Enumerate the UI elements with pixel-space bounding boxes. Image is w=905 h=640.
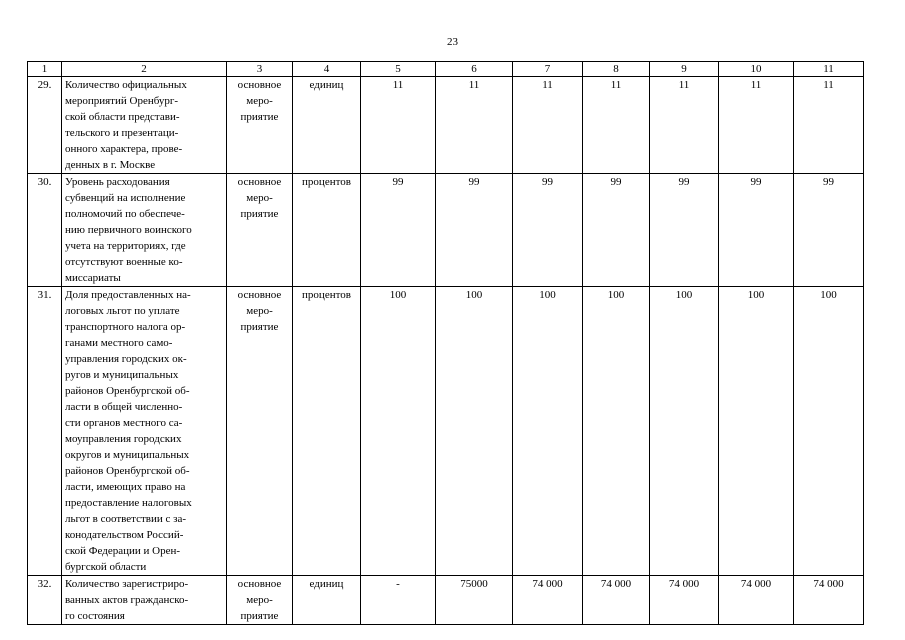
- value-cell: 11: [436, 77, 513, 174]
- indicator-name-line: учета на территориях, где: [65, 240, 186, 252]
- indicator-name-line: мероприятий Оренбург-: [65, 95, 179, 107]
- value-cell: 11: [794, 77, 864, 174]
- indicator-name: [62, 576, 227, 625]
- value-cell: 100: [513, 287, 583, 576]
- column-number-5: 5: [361, 62, 436, 77]
- value-cell: 74 000: [794, 576, 864, 625]
- indicator-name-line: ласти в общей численно-: [65, 401, 183, 413]
- column-number-8: 8: [583, 62, 650, 77]
- column-number-7: 7: [513, 62, 583, 77]
- indicator-type-line: меро-: [246, 594, 273, 606]
- value-cell: 74 000: [719, 576, 794, 625]
- indicator-type-line: меро-: [246, 192, 273, 204]
- indicator-name-line: полномочий по обеспече-: [65, 208, 185, 220]
- value-cell: 100: [583, 287, 650, 576]
- indicator-name-line: отсутствуют военные ко-: [65, 256, 183, 268]
- value-cell: 74 000: [650, 576, 719, 625]
- column-number-4: 4: [293, 62, 361, 77]
- indicator-type-line: меро-: [246, 95, 273, 107]
- indicator-name-line: ругов и муниципальных: [65, 369, 179, 381]
- table-row: [28, 576, 864, 625]
- indicator-name: [62, 77, 227, 174]
- indicator-type-line: основное: [237, 176, 282, 188]
- value-cell: 99: [436, 174, 513, 287]
- column-number-1: 1: [28, 62, 62, 77]
- value-cell: 11: [361, 77, 436, 174]
- indicator-name-line: транспортного налога ор-: [65, 321, 186, 333]
- indicator-type: [227, 174, 293, 287]
- indicator-name-line: бургской области: [65, 561, 147, 573]
- value-cell: 11: [650, 77, 719, 174]
- indicator-name-line: конодательством Россий-: [65, 529, 184, 541]
- indicator-name-line: моуправления городских: [65, 433, 182, 445]
- indicator-name-line: районов Оренбургской об-: [65, 465, 190, 477]
- table-row: [28, 174, 864, 287]
- indicator-name-line: сти органов местного са-: [65, 417, 183, 429]
- indicator-name-line: предоставление налоговых: [65, 497, 192, 509]
- value-cell: 11: [719, 77, 794, 174]
- indicator-name-line: субвенций на исполнение: [65, 192, 186, 204]
- value-cell: 74 000: [583, 576, 650, 625]
- row-number: 30.: [28, 174, 62, 287]
- unit-of-measure: единиц: [293, 576, 361, 625]
- value-cell: 99: [794, 174, 864, 287]
- value-cell: 75000: [436, 576, 513, 625]
- indicator-type-line: приятие: [240, 111, 279, 123]
- unit-of-measure: процентов: [293, 174, 361, 287]
- value-cell: 99: [513, 174, 583, 287]
- table-row: [28, 77, 864, 174]
- indicator-type-line: основное: [237, 79, 282, 91]
- value-cell: 100: [650, 287, 719, 576]
- indicator-name-line: денных в г. Москве: [65, 159, 156, 171]
- indicator-type-line: меро-: [246, 305, 273, 317]
- indicator-name-line: ласти, имеющих право на: [65, 481, 186, 493]
- indicator-name: [62, 174, 227, 287]
- indicator-name-line: ванных актов гражданско-: [65, 594, 189, 606]
- indicators-table: [27, 61, 864, 625]
- indicator-type: [227, 77, 293, 174]
- indicator-name-line: районов Оренбургской об-: [65, 385, 190, 397]
- indicator-type-line: приятие: [240, 321, 279, 333]
- value-cell: 99: [650, 174, 719, 287]
- value-cell: 99: [719, 174, 794, 287]
- value-cell: 99: [361, 174, 436, 287]
- column-number-row: [28, 62, 864, 77]
- indicator-name-line: ской области представи-: [65, 111, 180, 123]
- row-number: 31.: [28, 287, 62, 576]
- indicator-type-line: приятие: [240, 610, 279, 622]
- indicator-name-line: ской Федерации и Орен-: [65, 545, 181, 557]
- table-row: [28, 287, 864, 576]
- indicator-type: [227, 576, 293, 625]
- indicator-name-line: Количество зарегистриро-: [65, 578, 189, 590]
- table-body: [28, 62, 864, 625]
- indicator-name: [62, 287, 227, 576]
- indicator-name-line: Уровень расходования: [65, 176, 170, 188]
- indicator-name-line: онного характера, прове-: [65, 143, 183, 155]
- unit-of-measure: процентов: [293, 287, 361, 576]
- value-cell: 99: [583, 174, 650, 287]
- row-number: 29.: [28, 77, 62, 174]
- column-number-2: 2: [62, 62, 227, 77]
- indicator-type-line: основное: [237, 289, 282, 301]
- indicator-name-line: нию первичного воинского: [65, 224, 192, 236]
- value-cell: 100: [361, 287, 436, 576]
- value-cell: 11: [583, 77, 650, 174]
- column-number-6: 6: [436, 62, 513, 77]
- indicator-type: [227, 287, 293, 576]
- column-number-9: 9: [650, 62, 719, 77]
- value-cell: 100: [436, 287, 513, 576]
- indicator-name-line: тельского и презентаци-: [65, 127, 179, 139]
- value-cell: 74 000: [513, 576, 583, 625]
- indicator-type-line: приятие: [240, 208, 279, 220]
- value-cell: 11: [513, 77, 583, 174]
- column-number-10: 10: [719, 62, 794, 77]
- column-number-3: 3: [227, 62, 293, 77]
- value-cell: 100: [719, 287, 794, 576]
- indicator-name-line: Доля предоставленных на-: [65, 289, 191, 301]
- value-cell: -: [361, 576, 436, 625]
- row-number: 32.: [28, 576, 62, 625]
- indicator-name-line: миссариаты: [65, 272, 121, 284]
- indicator-name-line: логовых льгот по уплате: [65, 305, 180, 317]
- indicator-name-line: ганами местного само-: [65, 337, 173, 349]
- indicator-name-line: Количество официальных: [65, 79, 187, 91]
- unit-of-measure: единиц: [293, 77, 361, 174]
- indicator-name-line: округов и муниципальных: [65, 449, 190, 461]
- page-number: 23: [447, 36, 458, 48]
- indicator-name-line: льгот в соответствии с за-: [65, 513, 187, 525]
- indicator-name-line: управления городских ок-: [65, 353, 187, 365]
- indicator-name-line: го состояния: [65, 610, 125, 622]
- value-cell: 100: [794, 287, 864, 576]
- column-number-11: 11: [794, 62, 864, 77]
- indicator-type-line: основное: [237, 578, 282, 590]
